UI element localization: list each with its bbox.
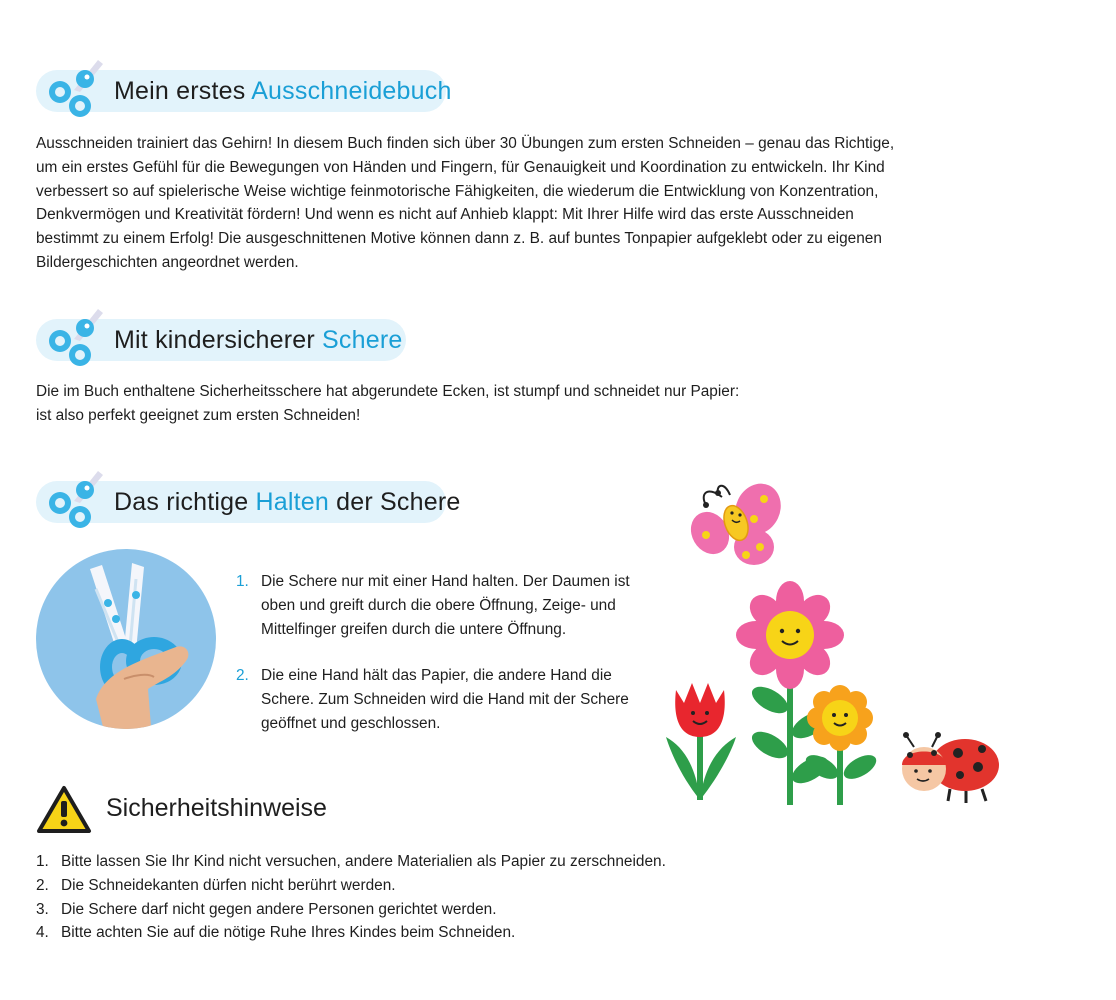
scissors-icon [36,56,106,118]
garden-illustration [660,475,1005,810]
section-title-text: Das richtige Halten der Schere [114,487,461,516]
list-item: 4. Bitte achten Sie auf die nötige Ruhe Ihres Kindes beim Schneiden. [36,924,516,942]
step-number: 1. [236,573,249,590]
section-title-text: Mit kindersicherer Schere [114,325,403,354]
holding-steps [236,570,656,759]
hand-with-scissors-photo [36,549,216,729]
safety-list [36,850,666,945]
list-item: 2. Die Schneidekanten dürfen nicht berührt werden. [36,876,396,894]
section-title-schere [36,319,406,361]
step-item [236,570,656,641]
scissors-paragraph: Die im Buch enthaltene Sicherheitsschere hat abgerundete Ecken, ist stumpf und schneidet nur Papier: ist also perfekt geeignet zum ersten Schneiden! [36,383,740,424]
scissors-icon [36,305,106,367]
butterfly-icon [683,476,789,565]
warning-triangle-icon [36,785,92,835]
step-number: 2. [236,667,249,685]
section-title-text: Mein erstes Ausschneidebuch [114,76,452,105]
step-text: Die Schere nur mit einer Hand halten. Der Daumen ist oben und greift durch die obere Öffnung, Zeige- und Mittelfinger greifen durch die untere Öffnung. [261,573,630,638]
section-title-halten [36,481,461,523]
intro-paragraph: Ausschneiden trainiert das Gehirn! In diesem Buch finden sich über 30 Übungen zum ersten Schneiden – genau das Richtige, um ein erstes Gefühl für die Bewegungen von Händen und Fingern, für Genauigkeit und Koordination zu entwickeln. Ihr Kind verbessert so auf spielerische Weise wichtige feinmotorische Fähigkeiten, die wiederum die Entwicklung von Konzentration, Denkvermögen und Kreativität fördern! Und wenn es nicht auf Anhieb klappt: Mit Ihrer Hilfe wird das erste Ausschneiden bestimmt zu einem Erfolg! Die ausgeschnittenen Motive können dann z. B. auf buntes Tonpapier aufgeklebt oder zu eigenen Bildergeschichten angeordnet werden. [36,135,895,271]
safety-title: Sicherheitshinweise [106,794,327,822]
step-text: Die eine Hand hält das Papier, die andere Hand die Schere. Zum Schneiden wird die Hand mit der Schere geöffnet und geschlossen. [261,667,629,732]
list-item: 3. Die Schere darf nicht gegen andere Personen gerichtet werden. [36,900,497,918]
ladybug-icon [902,732,999,803]
section-title-ausschneidebuch [36,70,452,112]
scissors-icon [36,467,106,529]
list-item: 1. Bitte lassen Sie Ihr Kind nicht versuchen, andere Materialien als Papier zu zerschneiden. [36,853,666,870]
tulip-icon [666,683,736,800]
orange-flower-icon [802,685,880,805]
step-item [236,664,656,735]
